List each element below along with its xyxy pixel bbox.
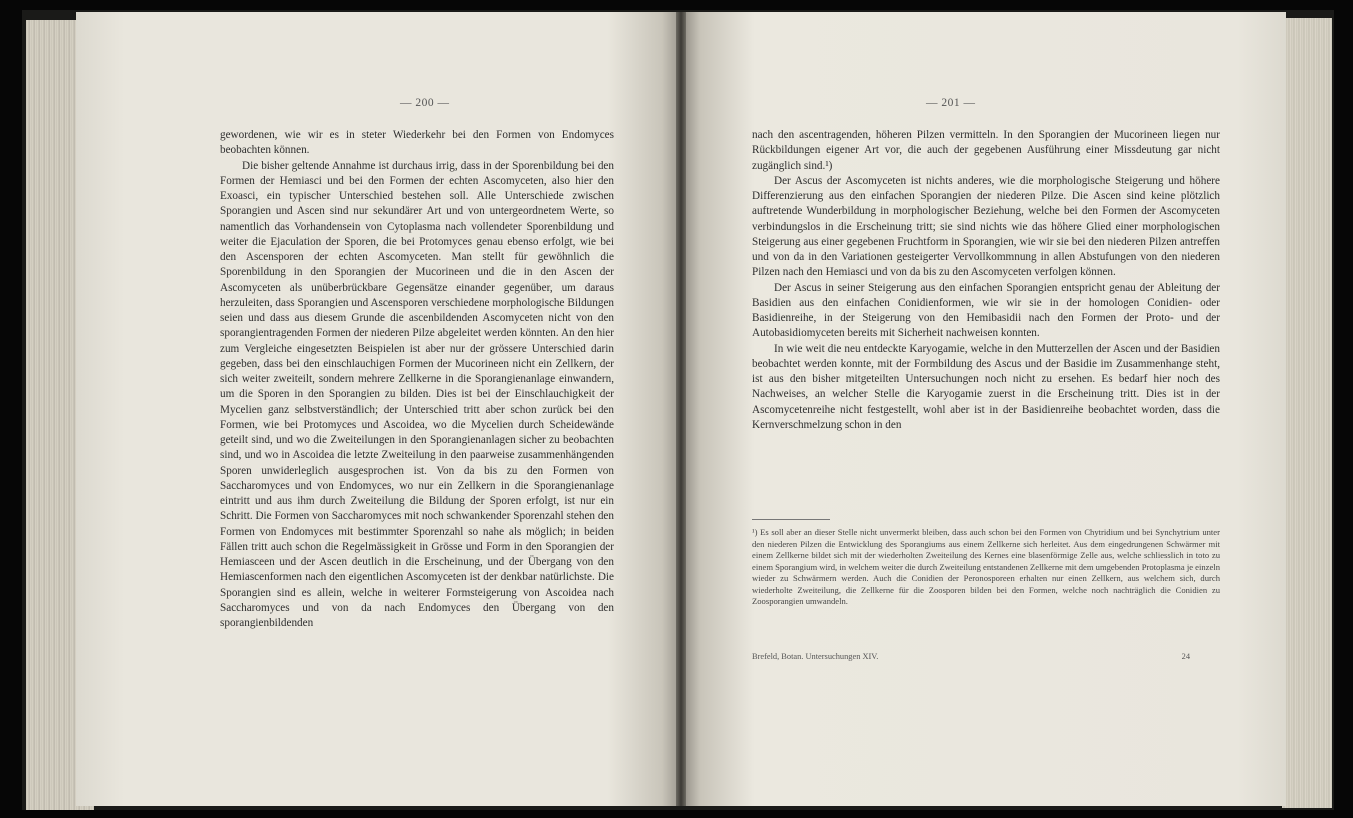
- paragraph: In wie weit die neu entdeckte Karyogamie, welche in den Mutterzellen der Ascen und der Basidien beobachtet werden konnte, mit der Formbildung des Ascus und der Basidie im Zusammenhange steht, ist aus den bisher mitgeteilten Untersuchungen noch nicht zu ersehen. Es bedarf hier noch des Nachweises, an welcher Stelle die Karyogamie zuerst in die Erscheinung tritt. Dies ist in der Ascomycetenreihe nicht festgestellt, wohl aber ist in der Basidienreihe beobachtet worden, dass die Kernverschmelzung schon in den: [752, 342, 1220, 431]
- page-signature: [752, 652, 1220, 661]
- paragraph: Der Ascus der Ascomyceten ist nichts anderes, wie die morphologische Steigerung und höhere Differenzierung aus den einfachen Sporangien der niederen Pilze. Die Ascen sind keine plötzlich auftretende Wunderbildung in morphologischer Beziehung, welche bei den Formen der Ascomyceten verbindungslos in die Erscheinung tritt; sie sind nichts wie das höhere Glied einer morphologischen Steigerung aus einer gegebenen Fruchtform in Sporangien, wie wir sie bei den niederen Pilzen antreffen und von da in den Variationen gesteigerter Vervollkommnung in allen Abstufungen von den niederen Pilzen nach den Hemiasci und von da bis zu den Ascomyceten verfolgen können.: [752, 174, 1220, 279]
- signature-text: Brefeld, Botan. Untersuchungen XIV.: [752, 652, 879, 661]
- footnote: ¹) Es soll aber an dieser Stelle nicht unvermerkt bleiben, dass auch schon bei den Formen von Chytridium und bei Synchytrium unter den niederen Pilzen die Entwicklung des Sporangiums aus einem Zellkerne sich herleitet. Aus dem eingedrungenen Schwärmer mit einem Zellkerne bildet sich mit der wiederholten Zweiteilung des Kernes eine blasenförmige Zelle aus, welche schliesslich in toto zu einem Sporangium wird, in welchem weiter die durch Zweiteilung entstandenen Zellkerne mit dem umgebenden Protoplasma je einzeln wieder zu Schwärmern werden. Auch die Conidien der Peronosporeen erhalten nur einen Zellkern, aus welchem sich, durch wiederholte Zweiteilung, die Zellkerne für die Zoosporen bilden bei den Formen, welche noch nachträglich die Conidien zu Zoosporangien umwandeln.: [752, 527, 1220, 606]
- book-gutter: [676, 12, 686, 806]
- paragraph: nach den ascentragenden, höheren Pilzen vermitteln. In den Sporangien der Mucorineen liegen nur Rückbildungen eigener Art vor, die auch der gegebenen Ausführung einer Missdeutung gar nicht zugänglich sind.¹): [752, 129, 1220, 172]
- signature-mark: 24: [1181, 652, 1190, 661]
- footnote-rule: [752, 519, 830, 520]
- paragraph: gewordenen, wie wir es in steter Wiederkehr bei den Formen von Endomyces beobachten können.: [220, 129, 614, 157]
- right-page-text: [752, 128, 1220, 433]
- paragraph: Der Ascus in seiner Steigerung aus den einfachen Sporangien entspricht genau der Ableitung der Basidien aus den einfachen Conidienformen, wie wir sie in der homologen Conidien- oder Basidienreihe, in der Steigerung von den Hemibasidii nach den Formen der Proto- und der Autobasidiomyceten bereits mit Sicherheit nachweisen konnten.: [752, 281, 1220, 340]
- left-page-text: [220, 128, 614, 631]
- paragraph: Die bisher geltende Annahme ist durchaus irrig, dass in der Sporenbildung bei den Formen der Hemiasci und bei den Formen der echten Ascomyceten, also hier den Exoasci, ein typischer Unterschied bestehen soll. Alle Unterschiede zwischen Sporangien und Ascen sind nur sekundärer Art und von untergeordnetem Werte, so namentlich das Vorhandensein von Cytoplasma nach vollendeter Sporenbildung und weiter die Ejaculation der Sporen, die bei Protomyces genau ebenso erfolgt, wie bei den Ascensporen der echten Ascomyceten. Man stellt für gewöhnlich die Sporenbildung in den Sporangien der Mucorineen und die in den Ascen der Ascomyceten als unüberbrückbare Gegensätze einander gegenüber, um daraus herzuleiten, dass Sporangien und Ascensporen verschiedene morphologische Bildungen seien und dass aus diesem Grunde die ascenbildenden Ascomyceten nicht von den sporangientragenden Formen der niederen Pilze abgeleitet werden könnten. An den hier zum Vergleiche eingesetzten Beispielen ist aber nur der grössere Unterschied darin gegeben, dass bei den einschlauchigen Formen der Mucorineen nicht ein Zellkern, der sich weiter zweiteilt, sondern mehrere Zellkerne in die Sporangienanlage einwandern, um die Sporen in den Sporangien zu bilden. Dies ist bei der Einschlauchigkeit der Mycelien ganz selbstverständlich; der Unterschied tritt aber schon zurück bei den Formen, wie bei Protomyces und Ascoidea, wo die Mycelien durch Scheidewände geteilt sind, und wo die Zweiteilungen in den Sporangienanlagen sicher zu beobachten sind, und wo in Ascoidea die letzte Zweiteilung in den paarweise zusammenhängenden Sporen unwiderleglich ausgesprochen ist. Von da bis zu den Formen von Saccharomyces und von Endomyces, wo nur ein Zellkern in die Sporangienanlage eintritt und aus ihm durch Zweiteilung die Bildung der Sporen erfolgt, ist nur ein Schritt. Die Formen von Saccharomyces mit noch schwankender Sporenzahl stehen den Formen von Endomyces mit bestimmter Sporenzahl so nahe als möglich; in beiden Fällen tritt auch schon die Regelmässigkeit in Grösse und Form in den Sporangien der Hemiasceen und der Ascen deutlich in die Erscheinung, und der Übergang von den Hemiascenformen nach den eigentlichen Ascomyceten ist der denkbar natürlichste. Die Sporangien sind es allein, welche in weiterer Formsteigerung von Ascoidea nach Saccharomyces und von da nach Endomyces den Übergang von den sporangienbildenden: [220, 159, 614, 629]
- right-page-edges: [1282, 18, 1332, 808]
- left-page-number: — 200 —: [400, 97, 450, 109]
- right-page-number: — 201 —: [926, 97, 976, 109]
